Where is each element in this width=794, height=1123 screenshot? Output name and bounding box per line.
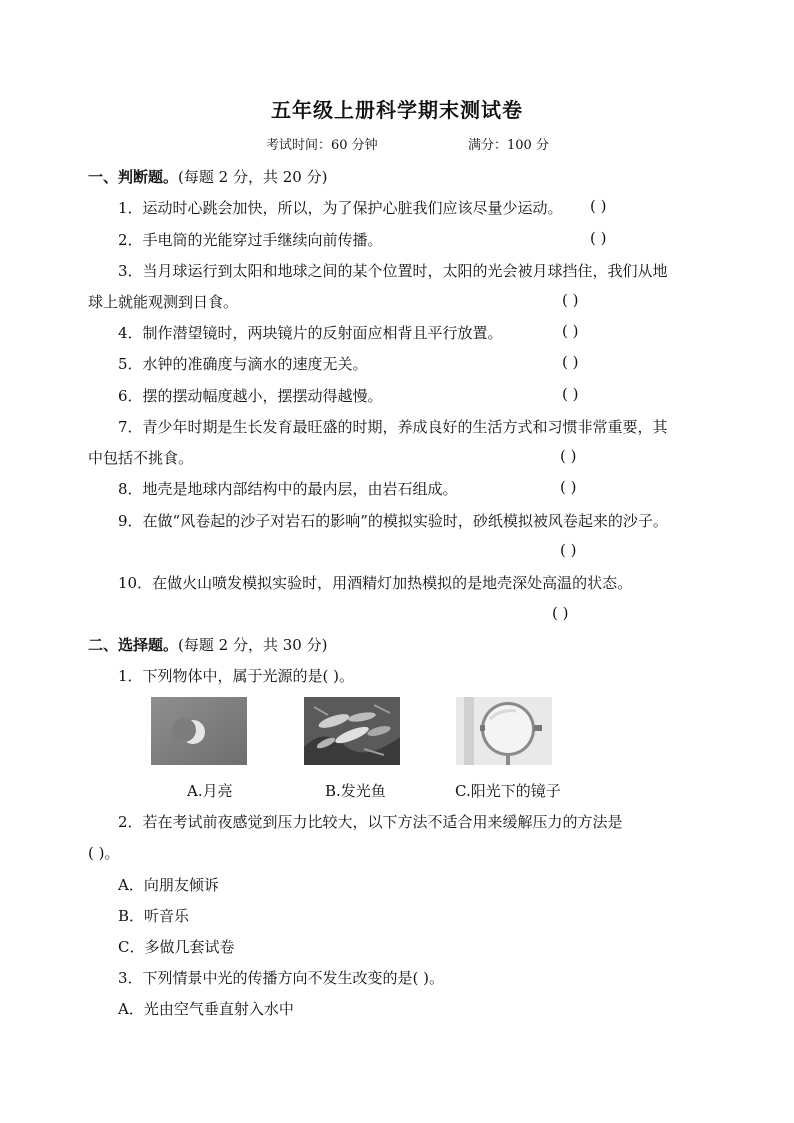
section-1-heading [88, 166, 327, 187]
choice-3-option-a[interactable]: A．光由空气垂直射入水中 [118, 1000, 294, 1018]
judge-answer-2[interactable]: ( ) [590, 229, 607, 247]
judge-question-9: 9．在做“风卷起的沙子对岩石的影响”的模拟实验时，砂纸模拟被风卷起来的沙子。 [118, 512, 668, 530]
judge-question-2: 2．手电筒的光能穿过手继续向前传播。 [118, 231, 383, 249]
section-2-note: (每题 2 分，共 30 分) [178, 636, 328, 654]
choice-question-3: 3．下列情景中光的传播方向不发生改变的是( )。 [118, 969, 445, 987]
judge-answer-10[interactable]: ( ) [552, 604, 569, 622]
moon-photo [151, 697, 247, 765]
judge-answer-7[interactable]: ( ) [560, 447, 577, 465]
choice-question-1: 1．下列物体中，属于光源的是( )。 [118, 667, 355, 685]
judge-question-3: 3．当月球运行到太阳和地球之间的某个位置时，太阳的光会被月球挡住，我们从地 [118, 262, 668, 280]
judge-question-8: 8．地壳是地球内部结构中的最内层，由岩石组成。 [118, 480, 458, 498]
judge-answer-1[interactable]: ( ) [590, 197, 607, 215]
mirror-photo [456, 697, 552, 765]
option-b-fish[interactable]: B.发光鱼 [325, 782, 386, 800]
choice-question-2: 2．若在考试前夜感觉到压力比较大，以下方法不适合用来缓解压力的方法是 [118, 813, 623, 831]
judge-answer-5[interactable]: ( ) [562, 353, 579, 371]
judge-question-3-cont: 球上就能观测到日食。 [88, 293, 239, 311]
section-1-note: (每题 2 分，共 20 分) [178, 168, 328, 186]
judge-question-10: 10．在做火山喷发模拟实验时，用酒精灯加热模拟的是地壳深处高温的状态。 [118, 574, 633, 592]
judge-question-6: 6．摆的摆动幅度越小，摆摆动得越慢。 [118, 387, 383, 405]
judge-question-7-cont: 中包括不挑食。 [88, 449, 194, 467]
section-1-title: 一、判断题。 [88, 168, 179, 186]
judge-question-1: 1．运动时心跳会加快，所以，为了保护心脏我们应该尽量少运动。 [118, 199, 563, 217]
option-c-mirror[interactable]: C.阳光下的镜子 [455, 782, 561, 800]
option-a-moon[interactable]: A.月亮 [187, 782, 233, 800]
choice-2-option-a[interactable]: A．向朋友倾诉 [118, 876, 219, 894]
exam-time: 考试时间：60 分钟 [266, 138, 378, 153]
choice-2-option-b[interactable]: B．听音乐 [118, 907, 190, 925]
exam-full-score: 满分：100 分 [468, 138, 549, 153]
judge-answer-6[interactable]: ( ) [562, 385, 579, 403]
judge-question-5: 5．水钟的准确度与滴水的速度无关。 [118, 355, 368, 373]
judge-question-4: 4．制作潜望镜时，两块镜片的反射面应相背且平行放置。 [118, 324, 503, 342]
glowing-fish-photo [304, 697, 400, 765]
choice-question-2-cont: ( )。 [88, 844, 120, 862]
judge-answer-3[interactable]: ( ) [562, 291, 579, 309]
page-title: 五年级上册科学期末测试卷 [271, 98, 523, 122]
judge-answer-4[interactable]: ( ) [562, 322, 579, 340]
judge-question-7: 7．青少年时期是生长发育最旺盛的时期，养成良好的生活方式和习惯非常重要，其 [118, 418, 668, 436]
choice-2-option-c[interactable]: C．多做几套试卷 [118, 938, 235, 956]
section-2-heading [88, 634, 327, 655]
judge-answer-9[interactable]: ( ) [560, 541, 577, 559]
section-2-title: 二、选择题。 [88, 636, 179, 654]
judge-answer-8[interactable]: ( ) [560, 478, 577, 496]
